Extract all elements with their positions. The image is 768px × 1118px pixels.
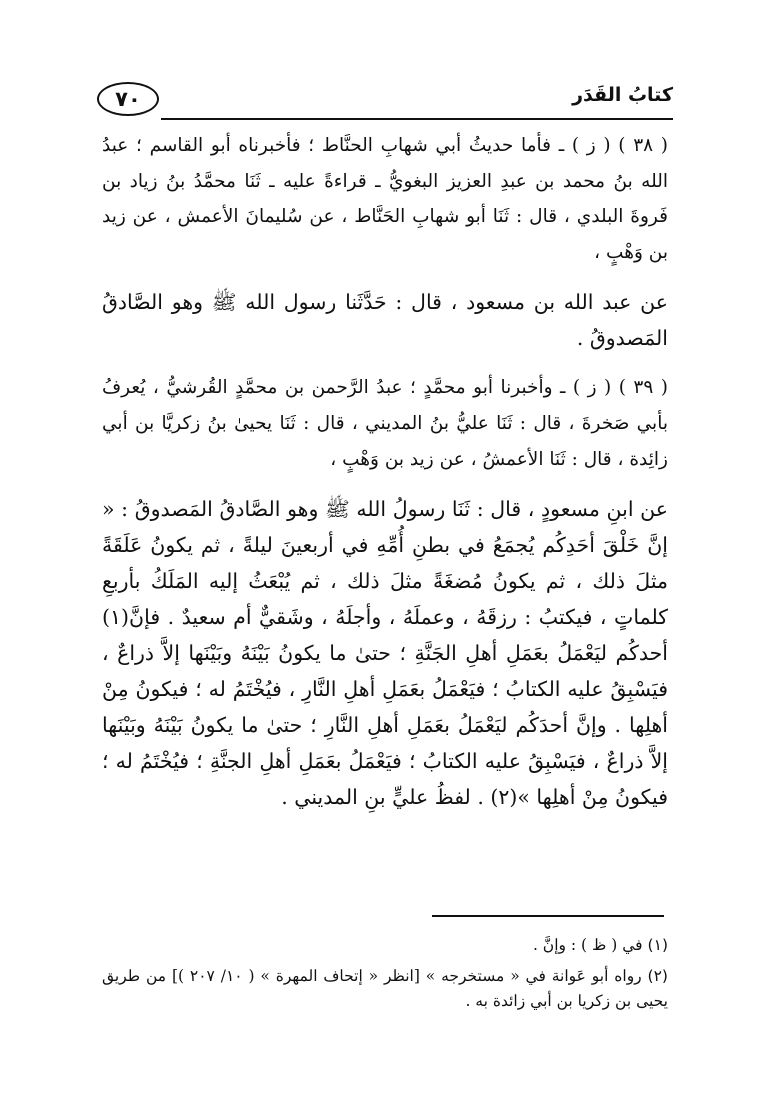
- page-number: ٧٠: [97, 82, 159, 116]
- footnote-text: رواه أبو عَوانة في « مستخرجه » [انظر « إتحاف المهرة » ( ١٠/ ٢٠٧ )] من طريق يحيى بن زكريا بن أبي زائدة به .: [102, 967, 668, 1010]
- footnote-text: في ( ظ ) : وإنَّ .: [532, 936, 643, 954]
- header-rule: [161, 118, 673, 120]
- footnote-1: [102, 933, 668, 958]
- spacer: [102, 356, 668, 370]
- main-text: [102, 128, 668, 815]
- hadith-38-isnad: ( ٣٨ ) ( ز ) ـ فأما حديثُ أبي شهابِ الحنَّاط ؛ فأخبرناه أبو القاسم ؛ عبدُ الله بنُ محمد بن عبدِ العزيز البغويُّ ـ قراءةً عليه ـ ثَنَا محمَّدُ بنُ زياد بن فَروةَ البلدي ، قال : ثَنَا أبو شهابِ الحَنَّاط ، عن سُليمانَ الأعمش ، عن زيد بن وَهْبٍ ،: [102, 135, 668, 263]
- footnote-number: (١): [647, 936, 668, 954]
- footnotes: [102, 933, 668, 1020]
- hadith-39-isnad: ( ٣٩ ) ( ز ) ـ وأخبرنا أبو محمَّدٍ ؛ عبدُ الرَّحمن بن محمَّدٍ القُرشيُّ ، يُعرفُ بأبي صَخرةَ ، قال : ثَنَا عليُّ بنُ المديني ، قال : ثَنَا يحيىٰ بنُ زكريَّا بن أبي زائِدة ، قال : ثَنَا الأعمشُ ، عن زيد بن وَهْبٍ ،: [102, 377, 668, 470]
- footnote-separator: [432, 915, 664, 917]
- running-title: كتابُ القَدَر: [572, 84, 673, 106]
- footnote-2: [102, 964, 668, 1014]
- page-header: [97, 78, 673, 120]
- spacer: [102, 477, 668, 491]
- footnote-number: (٢): [647, 967, 668, 985]
- hadith-39-matn: عن ابنِ مسعودٍ ، قال : ثَنَا رسولُ الله ﷺ وهو الصَّادقُ المَصدوقُ : « إنَّ خَلْقَ أحَدِكُم يُجمَعُ في بطنِ أُمِّهِ في أربعينَ ليلةً ، ثم يكونُ عَلَقَةً مثلَ ذلك ، ثم يكونُ مُضغَةً مثلَ ذلك ، ثم يُبْعَثُ إليه المَلَكُ بأربعِ كلماتٍ ، فيكتبُ : رزقَهُ ، وعملَهُ ، وأجلَهُ ، وشَقيٌّ أم سعيدٌ . فإنَّ(١) أحدكُم ليَعْمَلُ بعَمَلِ أهلِ الجَنَّةِ ؛ حتىٰ ما يكونُ بَيْنَهُ وبَيْنَها إلاَّ ذراعٌ ، فيَسْبِقُ عليه الكتابُ ؛ فيَعْمَلُ بعَمَلِ أهلِ النَّارِ ، فيُخْتَمُ له ؛ فيكونُ مِنْ أهلِها . وإنَّ أحدَكُم ليَعْمَلُ بعَمَلِ أهلِ النَّارِ ؛ حتىٰ ما يكونُ بَيْنَهُ وبَيْنَها إلاَّ ذراعٌ ، فيَسْبِقُ عليه الكتابُ ؛ فيَعْمَلُ بعَمَلِ أهلِ الجنَّةِ ؛ فيُخْتَمُ له ؛ فيكونُ مِنْ أهلِها »(٢) . لفظُ عليٍّ بنِ المديني .: [102, 497, 668, 810]
- hadith-38-matn: عن عبد الله بن مسعود ، قال : حَدَّثَنا رسول الله ﷺ وهو الصَّادقُ المَصدوقُ .: [102, 290, 668, 351]
- spacer: [102, 270, 668, 284]
